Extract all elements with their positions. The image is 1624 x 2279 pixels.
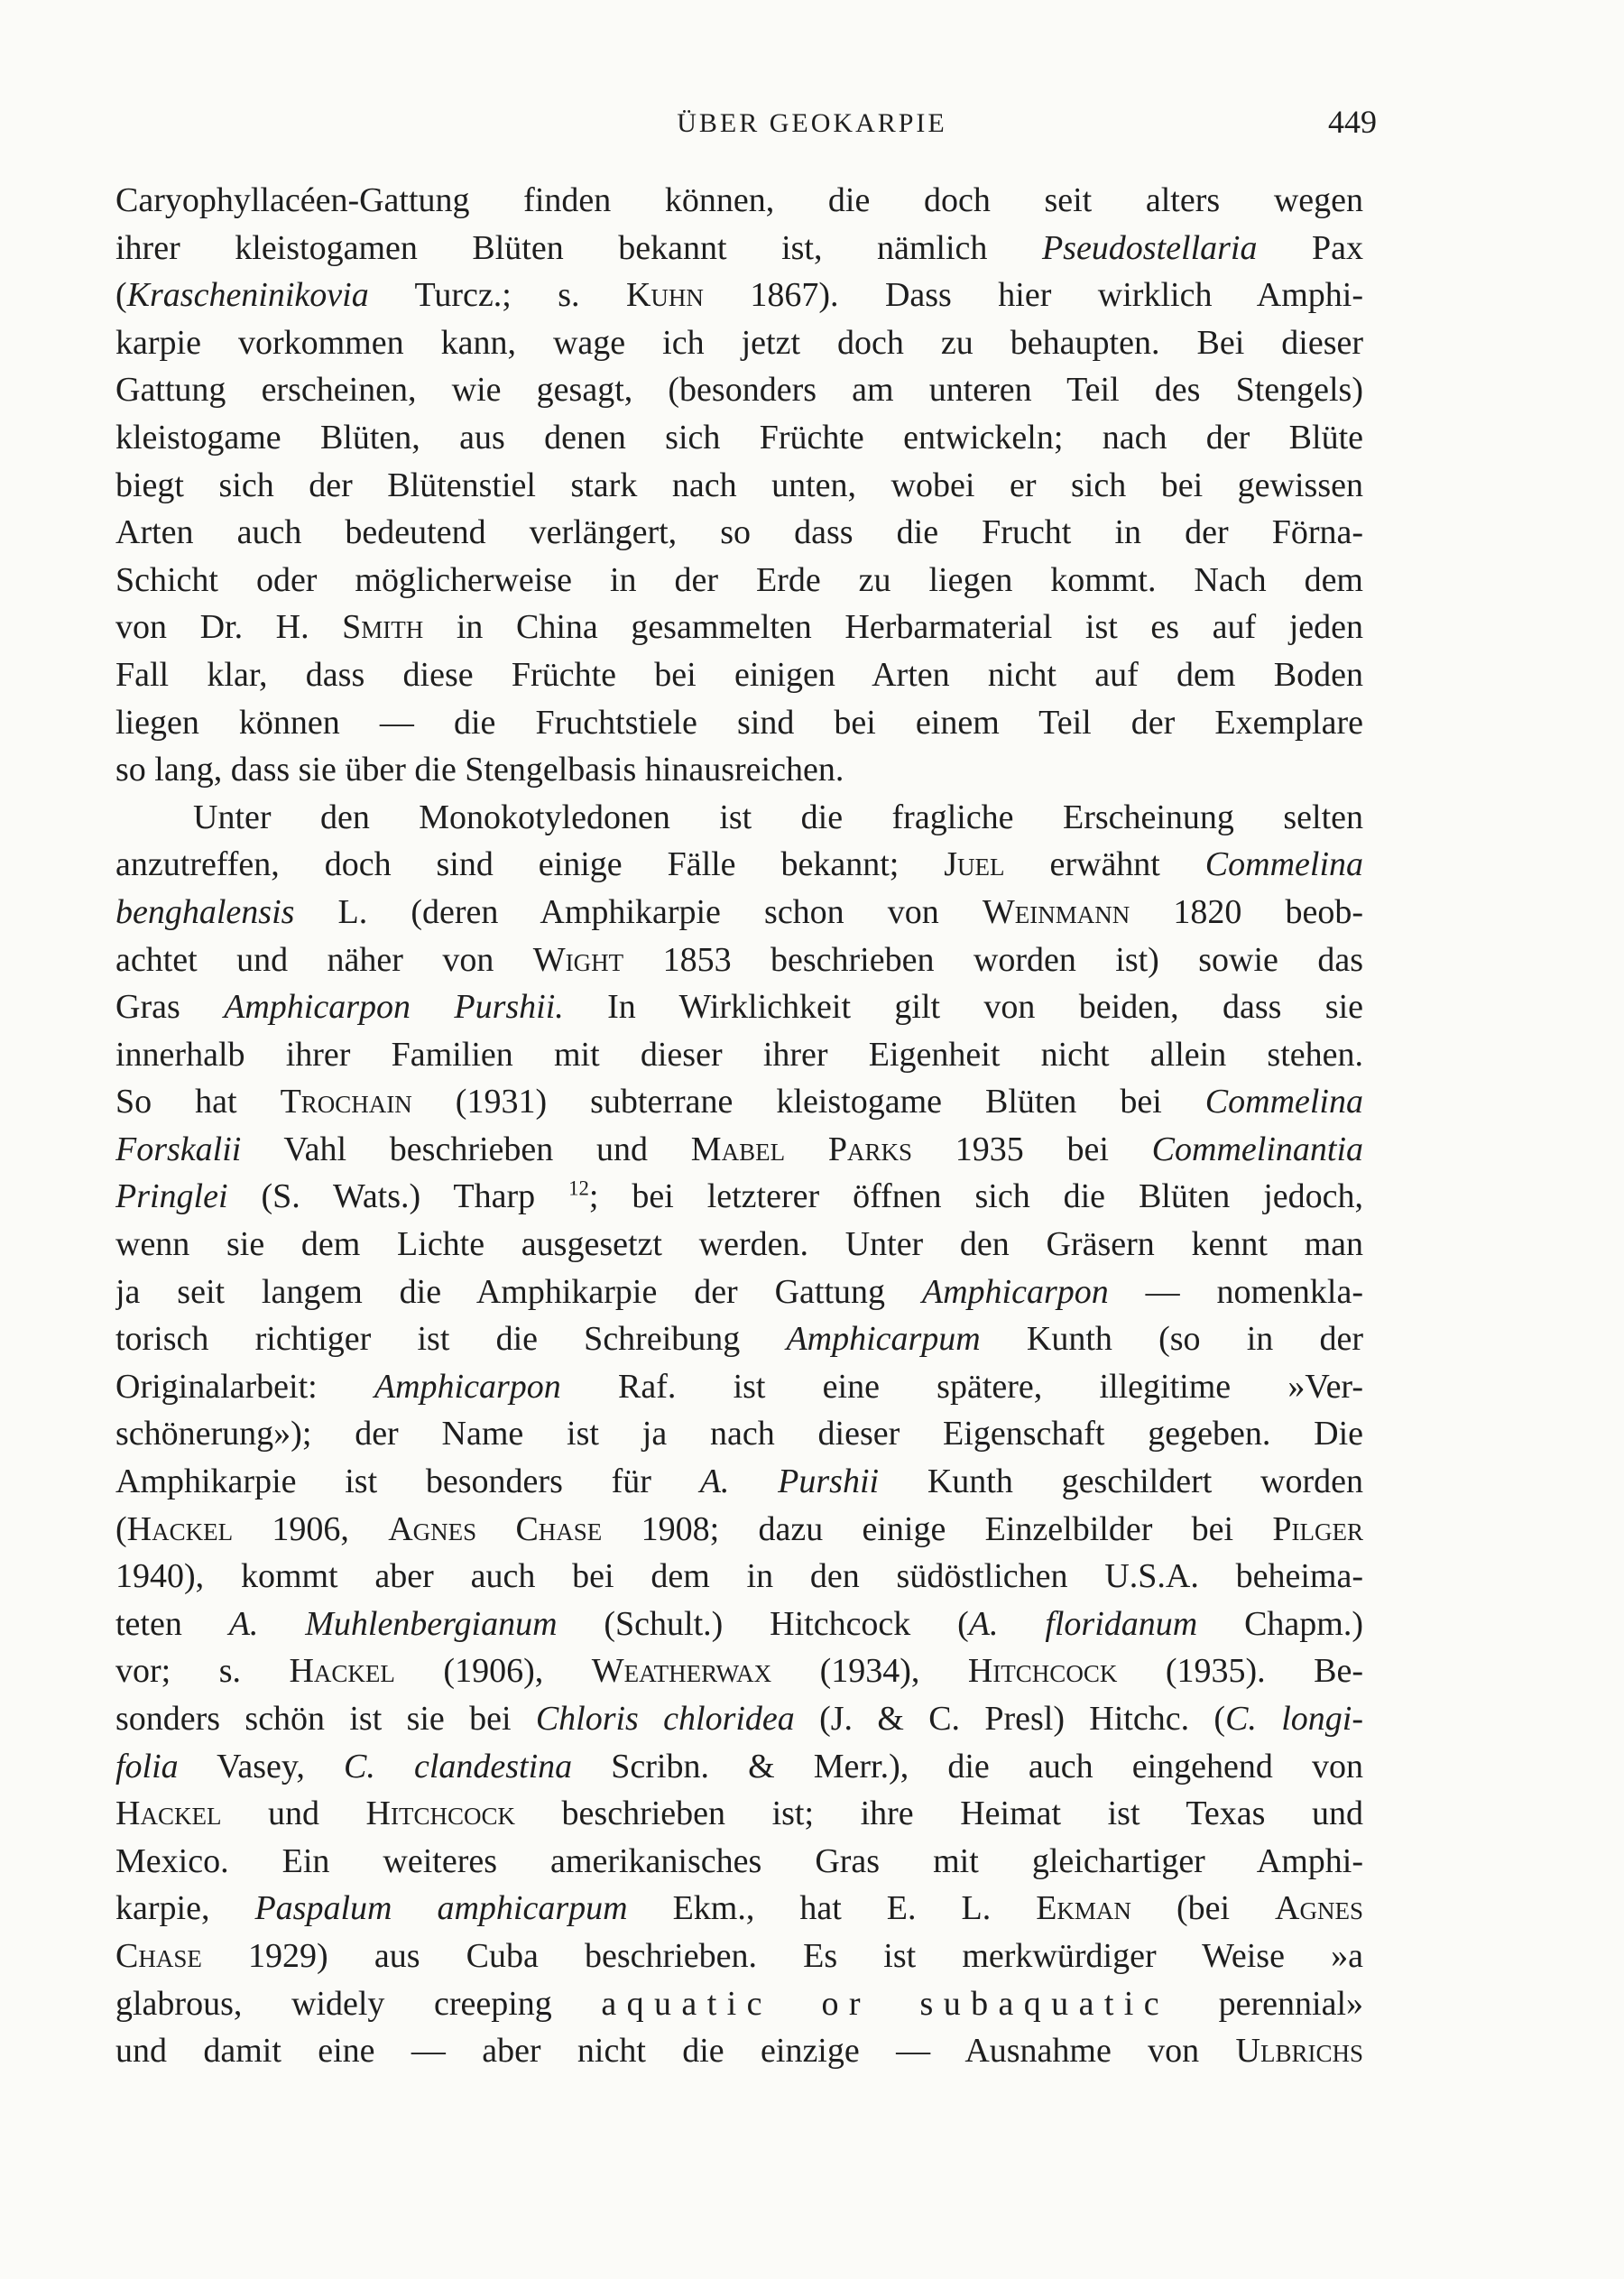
text-line xyxy=(115,414,1363,462)
italic-text: Paspalum amphicarpum xyxy=(254,1889,628,1928)
body-text xyxy=(115,177,1363,2075)
text-line xyxy=(115,1790,1363,1838)
italic-text: Amphicarpum xyxy=(786,1320,981,1359)
small-caps-name: Weatherwax xyxy=(591,1652,772,1691)
small-caps-name: Hackel xyxy=(115,1795,222,1833)
text-run: — nomenkla- xyxy=(1108,1272,1363,1311)
small-caps-name: Kuhn xyxy=(625,276,704,315)
text-run: 1853 beschrieben worden ist) sowie das xyxy=(623,940,1363,979)
italic-text: Commelina xyxy=(1204,1083,1363,1121)
text-run: in China gesammelten Herbarmaterial ist es auf jeden xyxy=(423,608,1363,647)
text-run: kleistogame Blüten, aus denen sich Früchte entwickeln; nach der Blüte xyxy=(115,418,1363,457)
small-caps-name: Mabel Parks xyxy=(690,1130,912,1168)
spaced-text: aquatic xyxy=(601,1984,772,2023)
italic-text: C. longi- xyxy=(1225,1700,1363,1738)
text-line xyxy=(115,604,1363,651)
text-line xyxy=(115,177,1363,225)
text-run: Chapm.) xyxy=(1197,1604,1363,1643)
text-run: 1867). Dass hier wirklich Amphi- xyxy=(703,276,1363,315)
text-run: L. (deren Amphikarpie schon von xyxy=(294,892,983,931)
text-run: In Wirklichkeit gilt von beiden, dass sie xyxy=(563,988,1363,1027)
text-run: vor; s. xyxy=(115,1652,290,1691)
text-run: Gattung erscheinen, wie gesagt, (besonders am unteren Teil des Stengels) xyxy=(115,371,1363,410)
text-run: Amphikarpie ist besonders für xyxy=(115,1462,700,1501)
text-run: teten xyxy=(115,1604,229,1643)
italic-text: Forskalii xyxy=(115,1130,242,1168)
text-run: Caryophyllacéen-Gattung finden können, die doch seit alters wegen xyxy=(115,181,1363,219)
text-run: Mexico. Ein weiteres amerikanisches Gras mit gleichartiger Amphi- xyxy=(115,1841,1363,1880)
text-run: glabrous, widely creeping xyxy=(115,1984,602,2023)
text-run: 1940), kommt aber auch bei dem in den südöstlichen U.S.A. beheima- xyxy=(115,1557,1363,1596)
text-line xyxy=(115,557,1363,604)
running-title: ÜBER GEOKARPIE xyxy=(677,108,947,138)
text-run: 1820 beob- xyxy=(1130,892,1363,931)
text-line xyxy=(115,1506,1363,1554)
text-run: ; bei letzterer öffnen sich die Blüten jedoch, xyxy=(588,1177,1363,1216)
text-run: Unter den Monokotyledonen ist die fragliche Erscheinung selten xyxy=(193,798,1363,836)
text-line xyxy=(115,2027,1363,2075)
text-run: Fall klar, dass diese Früchte bei einigen Arten nicht auf dem Boden xyxy=(115,655,1363,694)
text-run: ja seit langem die Amphikarpie der Gattung xyxy=(115,1272,922,1311)
text-run: innerhalb ihrer Familien mit dieser ihrer Eigenheit nicht allein stehen. xyxy=(115,1035,1363,1074)
text-run: 1935 bei xyxy=(911,1130,1152,1168)
text-line xyxy=(115,1933,1363,1980)
italic-text: A. Purshii xyxy=(699,1462,880,1501)
text-line xyxy=(115,1980,1363,2028)
text-run: Scribn. & Merr.), die auch eingehend von xyxy=(572,1747,1363,1785)
text-run xyxy=(772,1985,822,2023)
text-run: liegen können — die Fruchtstiele sind bei einem Teil der Exemplare xyxy=(115,703,1363,742)
text-run: Vahl beschrieben und xyxy=(241,1130,691,1168)
text-run: karpie vorkommen kann, wage ich jetzt doch zu behaupten. Bei dieser xyxy=(115,323,1363,362)
text-run: (1935). Be- xyxy=(1117,1652,1363,1691)
text-line xyxy=(115,841,1363,889)
text-line xyxy=(115,1647,1363,1695)
spaced-text: subaquatic xyxy=(919,1984,1170,2023)
text-line xyxy=(115,1410,1363,1458)
italic-text: Chloris chloridea xyxy=(535,1700,795,1738)
text-run: (J. & C. Presl) Hitchc. ( xyxy=(794,1700,1226,1738)
italic-text: benghalensis xyxy=(115,892,295,931)
text-run: Raf. ist eine spätere, illegitime »Ver- xyxy=(560,1367,1363,1406)
small-caps-name: Ulbrichs xyxy=(1235,2032,1363,2071)
text-line xyxy=(115,1838,1363,1886)
text-run: 1929) aus Cuba beschrieben. Es ist merkwürdiger Weise »a xyxy=(201,1936,1363,1975)
text-line xyxy=(115,272,1363,319)
text-line xyxy=(115,366,1363,414)
text-run: Ekm., hat E. L. xyxy=(627,1889,1037,1928)
footnote-ref: 12 xyxy=(568,1176,589,1200)
italic-text: C. clandestina xyxy=(344,1747,573,1785)
text-line xyxy=(115,1743,1363,1791)
italic-text: Pseudostellaria xyxy=(1041,228,1258,267)
text-run: 1908; dazu einige Einzelbilder bei xyxy=(602,1509,1273,1548)
text-run: und damit eine — aber nicht die einzige — Ausnahme von xyxy=(115,2032,1236,2071)
text-run: torisch richtiger ist die Schreibung xyxy=(115,1320,787,1359)
text-line xyxy=(115,225,1363,272)
small-caps-name: Hitchcock xyxy=(967,1652,1118,1691)
text-run: (1934), xyxy=(771,1652,968,1691)
text-line xyxy=(115,1269,1363,1316)
italic-text: Krascheninikovia xyxy=(126,276,369,315)
text-line xyxy=(115,1695,1363,1743)
italic-text: Amphicarpon xyxy=(374,1367,561,1406)
text-run: anzutreffen, doch sind einige Fälle bekannt; xyxy=(115,845,945,884)
text-run: (Schult.) Hitchcock ( xyxy=(557,1604,969,1643)
small-caps-name: Pilger xyxy=(1272,1509,1363,1548)
small-caps-name: Chase xyxy=(115,1936,202,1975)
italic-text: Amphicarpon xyxy=(921,1272,1109,1311)
italic-text: Commelina xyxy=(1204,845,1363,884)
small-caps-name: Smith xyxy=(342,608,424,647)
text-run: Kunth geschildert worden xyxy=(879,1462,1363,1501)
text-line xyxy=(115,937,1363,984)
text-run: von Dr. H. xyxy=(115,608,343,647)
page-number: 449 xyxy=(1328,104,1377,140)
text-run: wenn sie dem Lichte ausgesetzt werden. Unter den Gräsern kennt man xyxy=(115,1225,1363,1264)
text-run: so lang, dass sie über die Stengelbasis hinausreichen. xyxy=(115,751,844,789)
text-line xyxy=(115,1363,1363,1411)
italic-text: folia xyxy=(115,1747,179,1785)
text-run: (S. Wats.) Tharp xyxy=(227,1177,569,1216)
text-line xyxy=(115,319,1363,367)
text-run: (bei xyxy=(1130,1889,1276,1928)
text-run: 1906, xyxy=(233,1509,389,1548)
text-run: karpie, xyxy=(115,1889,255,1928)
small-caps-name: Weinmann xyxy=(982,892,1130,931)
text-run: erwähnt xyxy=(1004,845,1205,884)
text-run: Arten auch bedeutend verlängert, so dass die Frucht in der Förna- xyxy=(115,513,1363,552)
text-line xyxy=(115,1315,1363,1363)
text-run: achtet und näher von xyxy=(115,940,533,979)
text-run: Originalarbeit: xyxy=(115,1367,374,1406)
text-run: ( xyxy=(115,276,127,315)
small-caps-name: Hackel xyxy=(126,1509,234,1548)
text-run: und xyxy=(221,1795,366,1833)
text-line xyxy=(115,746,1363,794)
small-caps-name: Trochain xyxy=(280,1083,412,1121)
text-line xyxy=(115,651,1363,699)
italic-text: A. floridanum xyxy=(968,1604,1198,1643)
text-run: biegt sich der Blütenstiel stark nach unten, wobei er sich bei gewissen xyxy=(115,466,1363,504)
text-run: Pax xyxy=(1257,228,1363,267)
text-line xyxy=(115,1601,1363,1648)
small-caps-name: Wight xyxy=(532,940,624,979)
text-line xyxy=(115,1126,1363,1174)
text-run: So hat xyxy=(115,1083,281,1121)
italic-text: A. Muhlenbergianum xyxy=(228,1604,558,1643)
text-run: beschrieben ist; ihre Heimat ist Texas und xyxy=(515,1795,1363,1833)
small-caps-name: Hackel xyxy=(289,1652,395,1691)
text-run: perennial» xyxy=(1169,1984,1363,2023)
text-run: (1931) subterrane kleistogame Blüten bei xyxy=(411,1083,1205,1121)
text-run: sonders schön ist sie bei xyxy=(115,1700,536,1738)
running-head xyxy=(0,101,1624,146)
text-run: Gras xyxy=(115,988,225,1027)
text-line xyxy=(115,889,1363,937)
italic-text: Commelinantia xyxy=(1151,1130,1363,1168)
text-line xyxy=(115,1221,1363,1269)
text-line xyxy=(115,1031,1363,1079)
text-run: Vasey, xyxy=(178,1747,344,1785)
small-caps-name: Agnes xyxy=(1275,1889,1363,1928)
text-line xyxy=(115,1553,1363,1601)
text-line xyxy=(115,509,1363,557)
text-line xyxy=(115,794,1363,842)
text-line xyxy=(115,1173,1363,1221)
spaced-text: or xyxy=(821,1984,871,2023)
text-line xyxy=(115,983,1363,1031)
text-run xyxy=(871,1985,920,2023)
text-run: schönerung»); der Name ist ja nach dieser Eigenschaft gegeben. Die xyxy=(115,1415,1363,1453)
text-run: (1906), xyxy=(394,1652,592,1691)
text-run: ihrer kleistogamen Blüten bekannt ist, nämlich xyxy=(115,228,1042,267)
small-caps-name: Ekman xyxy=(1036,1889,1131,1928)
text-line xyxy=(115,1458,1363,1506)
text-line xyxy=(115,1885,1363,1933)
text-run: Schicht oder möglicherweise in der Erde zu liegen kommt. Nach dem xyxy=(115,560,1363,599)
text-line xyxy=(115,699,1363,747)
small-caps-name: Hitchcock xyxy=(365,1795,515,1833)
text-run: Kunth (so in der xyxy=(980,1320,1363,1359)
small-caps-name: Agnes Chase xyxy=(388,1509,603,1548)
text-run: Turcz.; s. xyxy=(368,276,626,315)
italic-text: Amphicarpon Purshii. xyxy=(224,988,564,1027)
italic-text: Pringlei xyxy=(115,1177,228,1216)
text-line xyxy=(115,1078,1363,1126)
text-line xyxy=(115,462,1363,510)
small-caps-name: Juel xyxy=(944,845,1005,884)
text-run: ( xyxy=(115,1509,127,1548)
